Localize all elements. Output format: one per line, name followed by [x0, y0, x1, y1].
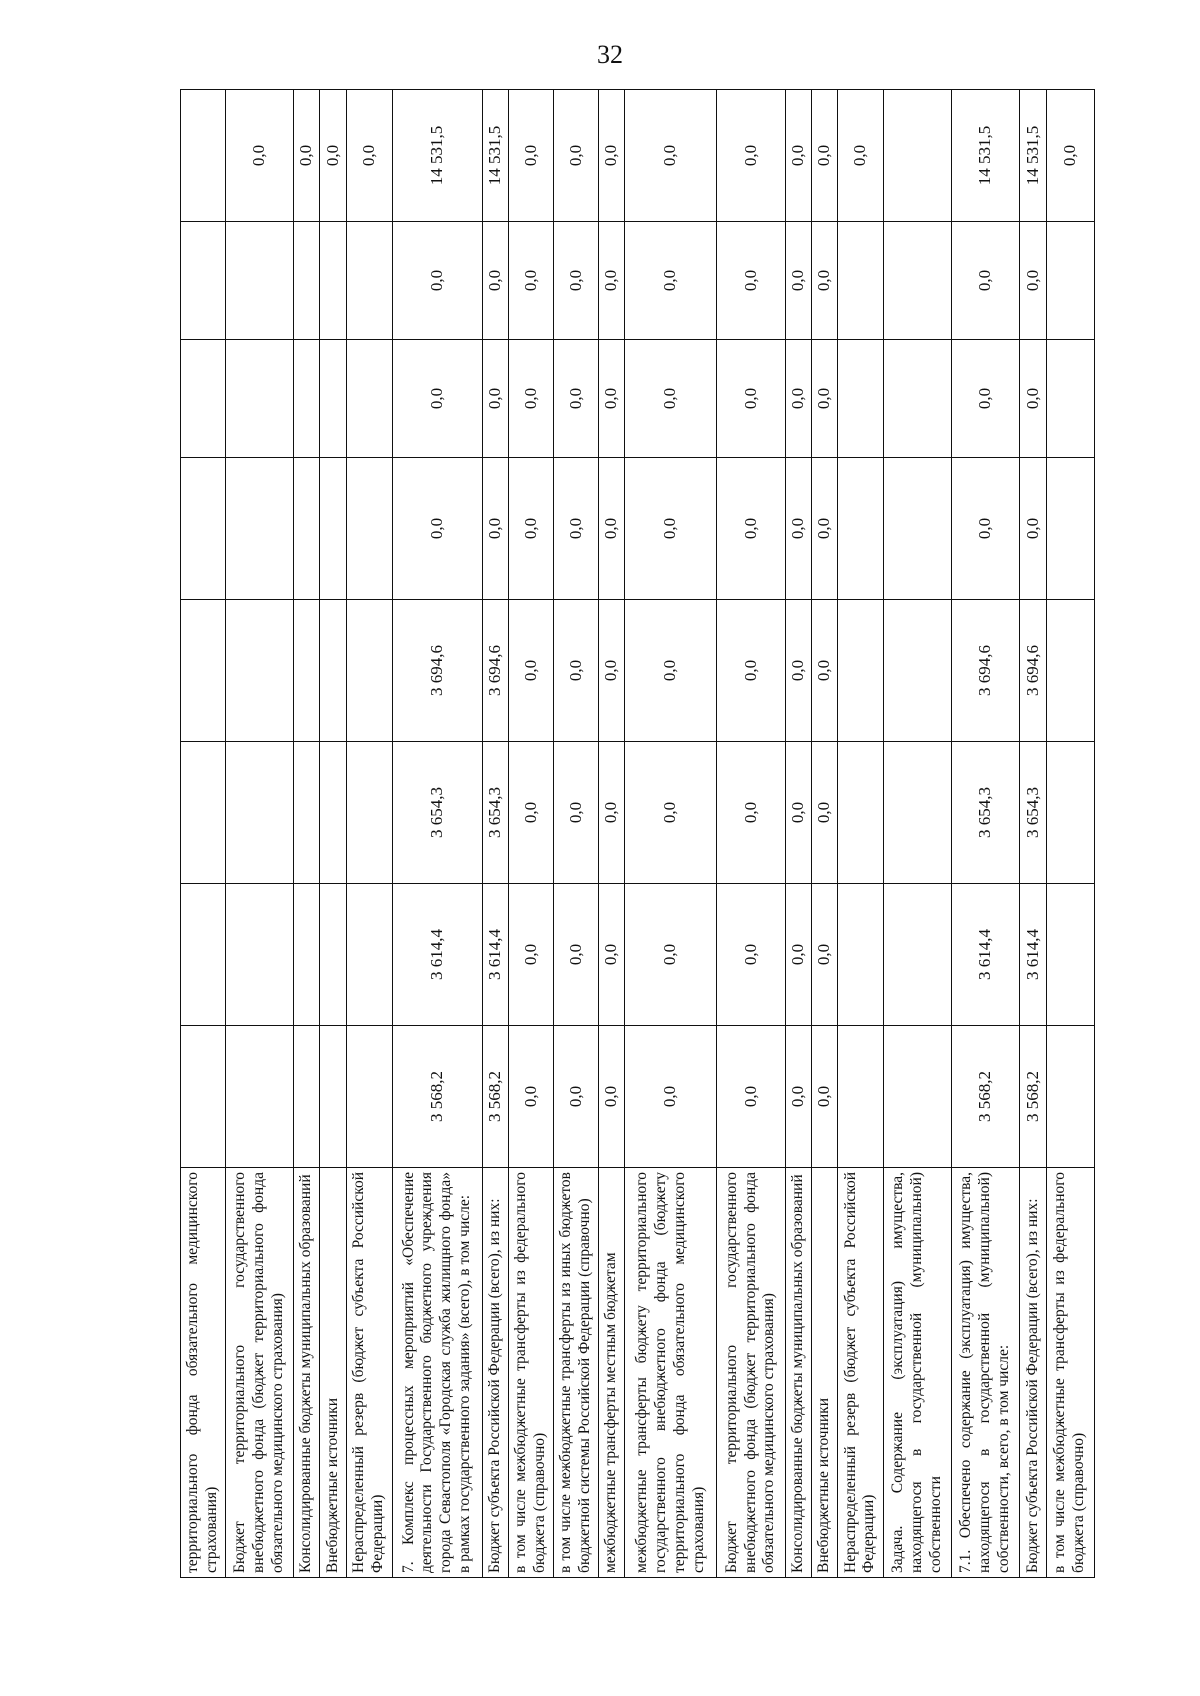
table-row [1046, 90, 1094, 1578]
value-cell: 0,0 [509, 340, 554, 458]
value-cell: 0,0 [811, 884, 837, 1026]
value-cell: 0,0 [509, 742, 554, 884]
value-cell: 3 614,4 [952, 884, 1020, 1026]
value-cell [346, 884, 392, 1026]
value-cell: 0,0 [509, 884, 554, 1026]
value-cell [837, 742, 883, 884]
value-cell: 0,0 [717, 340, 785, 458]
row-label: Бюджет субъекта Российской Федерации (всего), из них: [1020, 1168, 1046, 1578]
value-cell: 0,0 [785, 458, 811, 600]
value-cell [225, 600, 293, 742]
value-cell: 0,0 [1020, 222, 1046, 340]
value-cell: 3 654,3 [392, 742, 482, 884]
table-row [811, 90, 837, 1578]
value-cell [320, 458, 346, 600]
value-cell: 0,0 [811, 222, 837, 340]
value-cell: 0,0 [811, 90, 837, 222]
value-cell: 3 654,3 [952, 742, 1020, 884]
value-cell: 0,0 [509, 90, 554, 222]
value-cell: 0,0 [785, 90, 811, 222]
value-cell: 0,0 [509, 600, 554, 742]
row-label: территориального фонда обязательного медицинского страхования) [181, 1168, 226, 1578]
row-label: 7.1. Обеспечено содержание (эксплуатация) имущества, находящегося в государственной (муниципальной) собственности, всего, в том числе: [952, 1168, 1020, 1578]
value-cell: 0,0 [294, 90, 320, 222]
value-cell: 0,0 [598, 458, 624, 600]
rotated-table-container [180, 90, 1095, 1578]
value-cell: 0,0 [554, 1026, 599, 1168]
value-cell: 0,0 [625, 222, 717, 340]
value-cell: 0,0 [717, 1026, 785, 1168]
value-cell [294, 600, 320, 742]
row-label: межбюджетные трансферты местным бюджетам [598, 1168, 624, 1578]
value-cell: 0,0 [717, 458, 785, 600]
table-row [392, 90, 482, 1578]
value-cell: 0,0 [785, 600, 811, 742]
table-row [554, 90, 599, 1578]
value-cell [225, 340, 293, 458]
table-row [1020, 90, 1046, 1578]
table-row [884, 90, 952, 1578]
value-cell [1046, 742, 1094, 884]
value-cell: 0,0 [625, 742, 717, 884]
value-cell: 14 531,5 [952, 90, 1020, 222]
value-cell: 0,0 [598, 340, 624, 458]
value-cell: 0,0 [392, 340, 482, 458]
value-cell: 0,0 [952, 458, 1020, 600]
value-cell [320, 1026, 346, 1168]
value-cell: 3 568,2 [392, 1026, 482, 1168]
value-cell [1046, 1026, 1094, 1168]
value-cell: 0,0 [392, 458, 482, 600]
value-cell: 0,0 [625, 600, 717, 742]
value-cell: 0,0 [1046, 90, 1094, 222]
value-cell: 3 694,6 [483, 600, 509, 742]
value-cell [294, 222, 320, 340]
value-cell [320, 742, 346, 884]
value-cell [181, 884, 226, 1026]
value-cell [884, 340, 952, 458]
value-cell: 0,0 [625, 340, 717, 458]
value-cell [884, 884, 952, 1026]
value-cell: 0,0 [625, 884, 717, 1026]
value-cell: 0,0 [598, 1026, 624, 1168]
table-row [225, 90, 293, 1578]
value-cell: 0,0 [320, 90, 346, 222]
page-number: 32 [597, 40, 623, 69]
value-cell [181, 600, 226, 742]
row-label: в том числе межбюджетные трансферты из федерального бюджета (справочно) [1046, 1168, 1094, 1578]
value-cell: 0,0 [717, 884, 785, 1026]
row-label: Внебюджетные источники [320, 1168, 346, 1578]
value-cell: 0,0 [509, 458, 554, 600]
value-cell: 0,0 [483, 340, 509, 458]
value-cell [294, 742, 320, 884]
value-cell [181, 90, 226, 222]
value-cell: 0,0 [717, 600, 785, 742]
row-label: Бюджет территориального государственного внебюджетного фонда (бюджет территориального фонда обязательного медицинского страхования) [225, 1168, 293, 1578]
value-cell [346, 600, 392, 742]
value-cell: 0,0 [554, 884, 599, 1026]
value-cell [1046, 458, 1094, 600]
value-cell [181, 742, 226, 884]
value-cell: 0,0 [837, 90, 883, 222]
value-cell [884, 1026, 952, 1168]
row-label: Нераспределенный резерв (бюджет субъекта Российской Федерации) [346, 1168, 392, 1578]
value-cell: 0,0 [1020, 458, 1046, 600]
value-cell: 0,0 [785, 742, 811, 884]
value-cell: 0,0 [785, 340, 811, 458]
value-cell [346, 222, 392, 340]
value-cell: 0,0 [598, 90, 624, 222]
value-cell [837, 1026, 883, 1168]
value-cell: 0,0 [554, 458, 599, 600]
table-row [320, 90, 346, 1578]
value-cell [294, 884, 320, 1026]
table-row [509, 90, 554, 1578]
value-cell: 0,0 [811, 600, 837, 742]
value-cell [837, 458, 883, 600]
value-cell: 0,0 [625, 90, 717, 222]
value-cell: 0,0 [785, 222, 811, 340]
value-cell: 0,0 [625, 1026, 717, 1168]
value-cell [294, 458, 320, 600]
row-label: межбюджетные трансферты бюджету территориального государственного внебюджетного фонда (бюджету территориального фонда обязательного медицинского страхования) [625, 1168, 717, 1578]
value-cell [225, 458, 293, 600]
value-cell [884, 742, 952, 884]
value-cell [320, 884, 346, 1026]
value-cell: 3 694,6 [392, 600, 482, 742]
value-cell [320, 340, 346, 458]
table-row [837, 90, 883, 1578]
value-cell: 0,0 [346, 90, 392, 222]
table-row [717, 90, 785, 1578]
value-cell [225, 884, 293, 1026]
table-row [785, 90, 811, 1578]
value-cell: 0,0 [509, 1026, 554, 1168]
value-cell [1046, 340, 1094, 458]
value-cell: 0,0 [811, 1026, 837, 1168]
row-label: Задача. Содержание (эксплуатация) имущества, находящегося в государственной (муниципальной) собственности [884, 1168, 952, 1578]
value-cell: 0,0 [785, 884, 811, 1026]
value-cell: 0,0 [811, 458, 837, 600]
value-cell: 0,0 [1020, 340, 1046, 458]
value-cell: 0,0 [598, 884, 624, 1026]
value-cell [294, 1026, 320, 1168]
value-cell: 0,0 [598, 222, 624, 340]
table-row [952, 90, 1020, 1578]
value-cell [225, 742, 293, 884]
row-label: 7. Комплекс процессных мероприятий «Обеспечение деятельности Государственного бюджетного учреждения города Севастополя «Городская служба жилищного фонда» в рамках государственного задания» (всего), в том числе: [392, 1168, 482, 1578]
value-cell: 0,0 [952, 222, 1020, 340]
value-cell: 0,0 [785, 1026, 811, 1168]
value-cell: 0,0 [625, 458, 717, 600]
value-cell [181, 458, 226, 600]
value-cell [181, 222, 226, 340]
row-label: Нераспределенный резерв (бюджет субъекта Российской Федерации) [837, 1168, 883, 1578]
value-cell: 3 654,3 [483, 742, 509, 884]
value-cell [1046, 222, 1094, 340]
value-cell [225, 1026, 293, 1168]
value-cell: 0,0 [554, 742, 599, 884]
value-cell: 0,0 [717, 742, 785, 884]
value-cell [346, 458, 392, 600]
value-cell: 0,0 [952, 340, 1020, 458]
value-cell: 0,0 [554, 600, 599, 742]
value-cell: 0,0 [554, 90, 599, 222]
value-cell [225, 222, 293, 340]
value-cell [181, 1026, 226, 1168]
value-cell: 3 614,4 [1020, 884, 1046, 1026]
value-cell: 14 531,5 [1020, 90, 1046, 222]
value-cell: 0,0 [554, 222, 599, 340]
budget-table [180, 89, 1095, 1578]
value-cell: 0,0 [554, 340, 599, 458]
value-cell: 3 694,6 [952, 600, 1020, 742]
value-cell: 0,0 [483, 458, 509, 600]
value-cell [884, 222, 952, 340]
value-cell [837, 884, 883, 1026]
value-cell [181, 340, 226, 458]
value-cell: 0,0 [717, 90, 785, 222]
value-cell [837, 340, 883, 458]
row-label: в том числе межбюджетные трансферты из федерального бюджета (справочно) [509, 1168, 554, 1578]
value-cell [294, 340, 320, 458]
table-row [483, 90, 509, 1578]
value-cell [346, 340, 392, 458]
value-cell: 3 614,4 [483, 884, 509, 1026]
value-cell [320, 600, 346, 742]
row-label: Консолидированные бюджеты муниципальных образований [294, 1168, 320, 1578]
value-cell: 3 654,3 [1020, 742, 1046, 884]
row-label: Консолидированные бюджеты муниципальных образований [785, 1168, 811, 1578]
value-cell: 0,0 [225, 90, 293, 222]
value-cell: 0,0 [598, 742, 624, 884]
row-label: Бюджет субъекта Российской Федерации (всего), из них: [483, 1168, 509, 1578]
value-cell: 0,0 [717, 222, 785, 340]
value-cell: 0,0 [509, 222, 554, 340]
row-label: Бюджет территориального государственного внебюджетного фонда (бюджет территориального фонда обязательного медицинского страхования) [717, 1168, 785, 1578]
value-cell: 3 694,6 [1020, 600, 1046, 742]
value-cell [884, 600, 952, 742]
value-cell: 0,0 [598, 600, 624, 742]
value-cell: 0,0 [392, 222, 482, 340]
value-cell [884, 90, 952, 222]
value-cell: 3 614,4 [392, 884, 482, 1026]
value-cell [346, 1026, 392, 1168]
value-cell: 0,0 [811, 742, 837, 884]
value-cell [884, 458, 952, 600]
value-cell: 3 568,2 [483, 1026, 509, 1168]
value-cell [1046, 600, 1094, 742]
value-cell [346, 742, 392, 884]
value-cell [837, 600, 883, 742]
value-cell: 14 531,5 [483, 90, 509, 222]
value-cell: 3 568,2 [1020, 1026, 1046, 1168]
value-cell: 0,0 [811, 340, 837, 458]
value-cell [837, 222, 883, 340]
value-cell [320, 222, 346, 340]
table-row [294, 90, 320, 1578]
value-cell: 3 568,2 [952, 1026, 1020, 1168]
row-label: Внебюджетные источники [811, 1168, 837, 1578]
row-label: в том числе межбюджетные трансферты из иных бюджетов бюджетной системы Российской Федерации (справочно) [554, 1168, 599, 1578]
table-row [598, 90, 624, 1578]
value-cell [1046, 884, 1094, 1026]
value-cell: 14 531,5 [392, 90, 482, 222]
table-row [181, 90, 226, 1578]
table-row [625, 90, 717, 1578]
table-row [346, 90, 392, 1578]
table-body [181, 90, 1095, 1578]
value-cell: 0,0 [483, 222, 509, 340]
